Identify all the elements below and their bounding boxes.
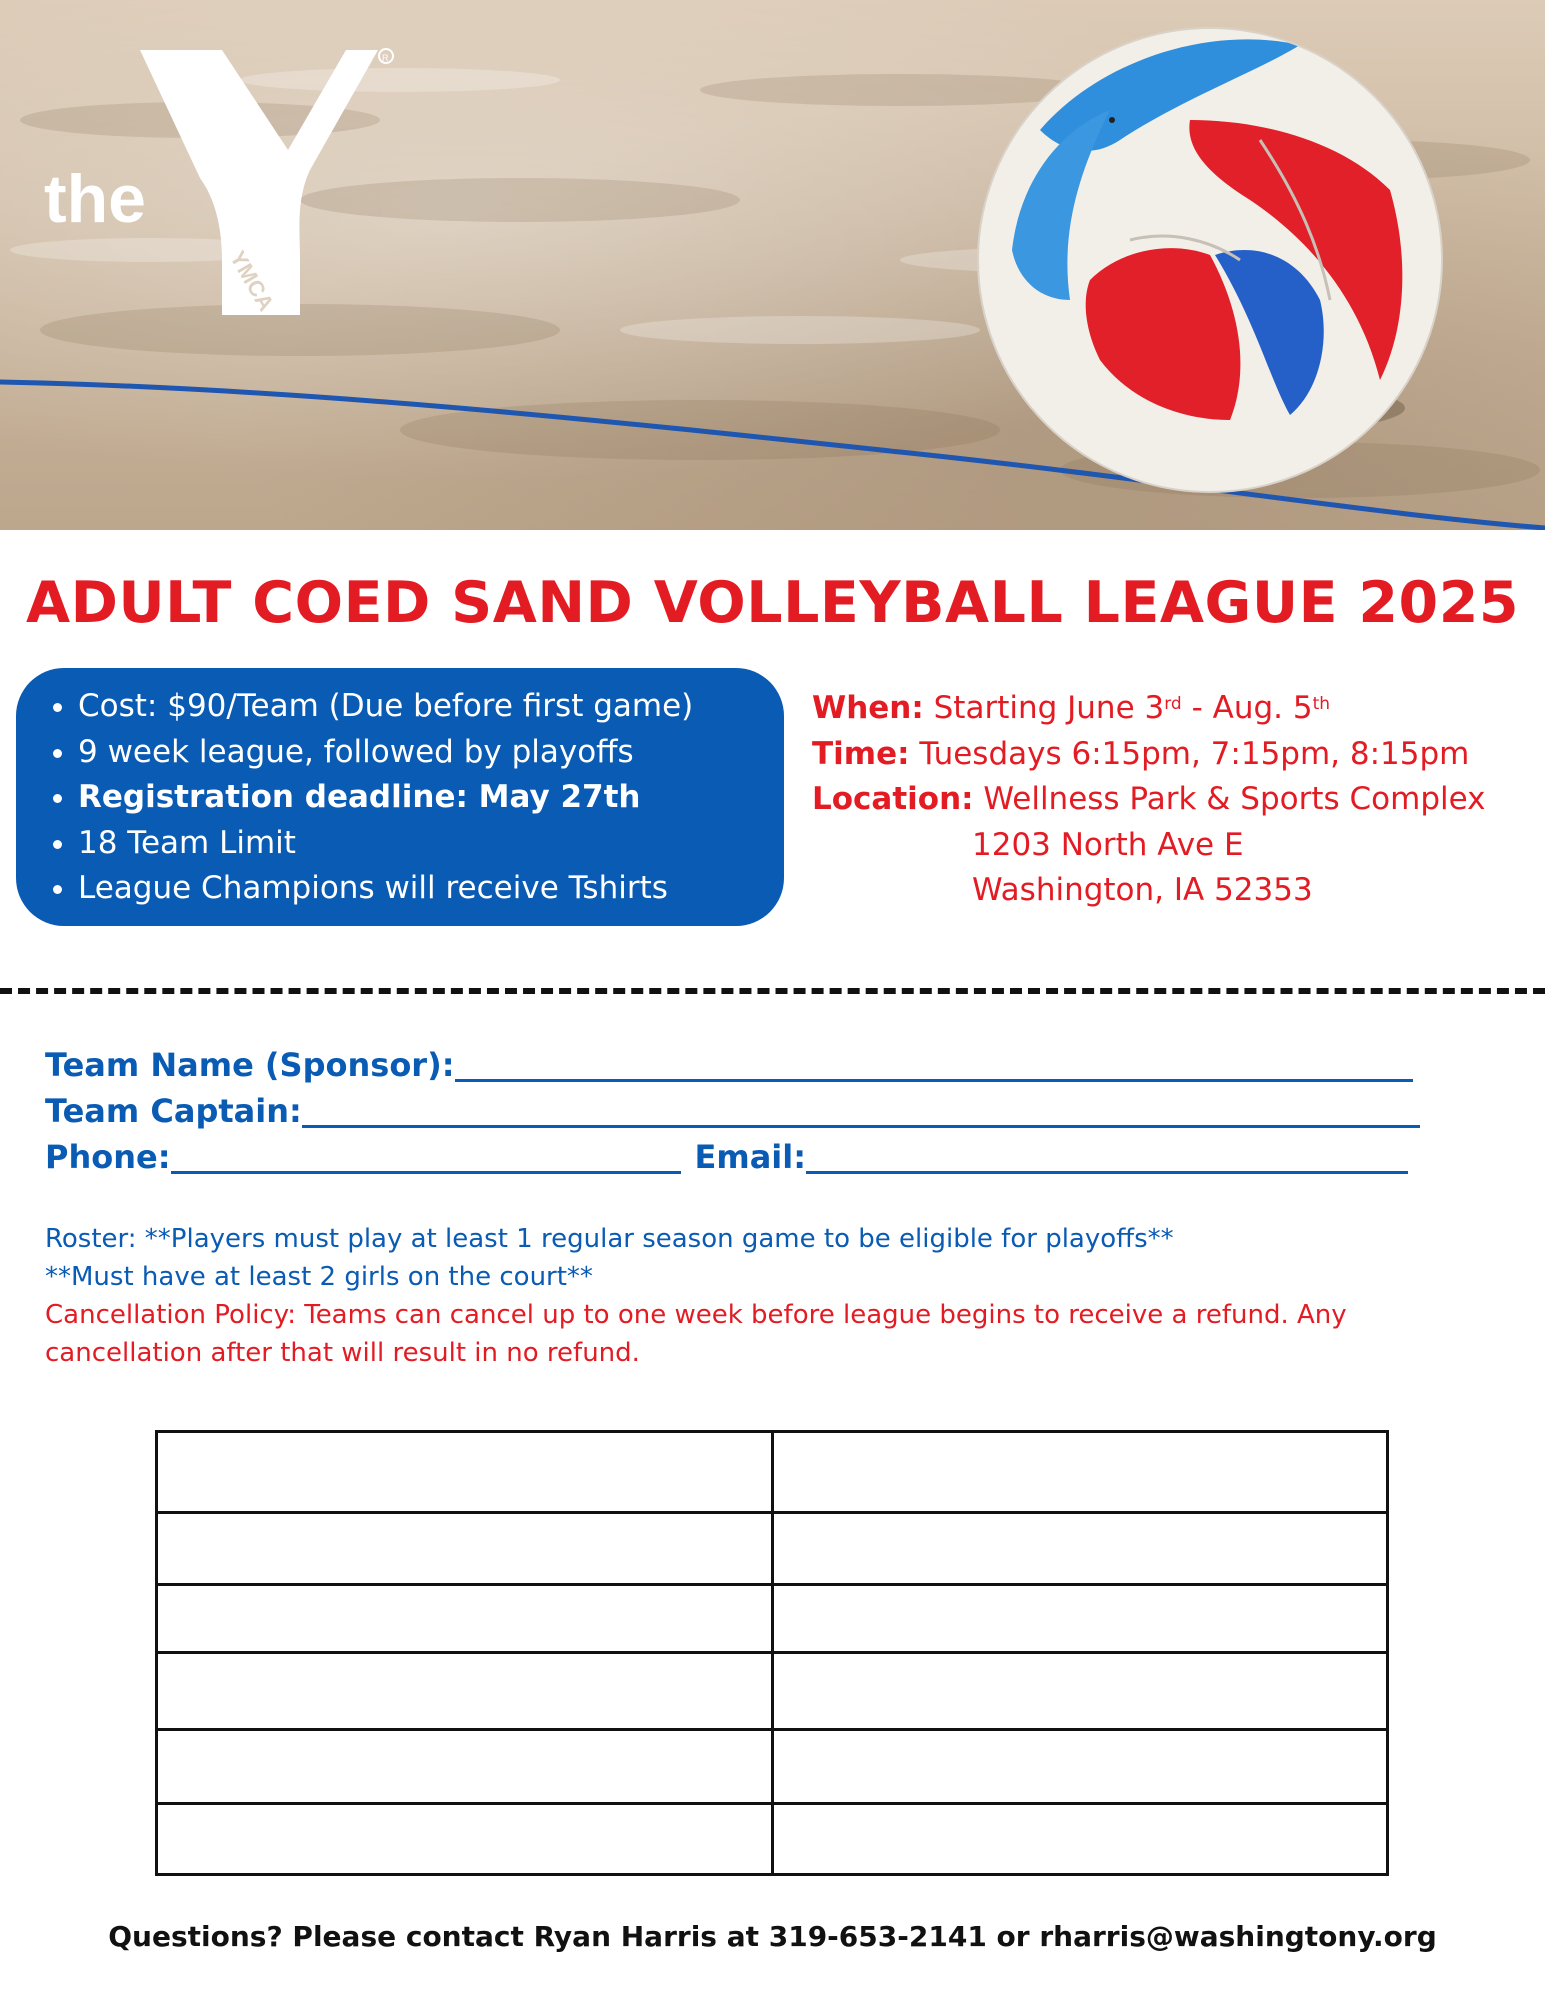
team-captain-label: Team Captain: xyxy=(45,1092,302,1130)
roster-cell[interactable] xyxy=(772,1512,1388,1584)
contact-row xyxy=(45,1134,1465,1180)
svg-text:YMCA: YMCA xyxy=(225,246,280,316)
contact-footer: Questions? Please contact Ryan Harris at 319-653-2141 or rharris@washingtony.org xyxy=(108,1920,1437,1953)
roster-cell[interactable] xyxy=(157,1653,773,1730)
time-label: Time: xyxy=(812,735,910,772)
when-start: Starting June 3 xyxy=(933,690,1165,726)
table-row xyxy=(157,1729,1388,1804)
location-value: Wellness Park & Sports Complex xyxy=(983,781,1486,817)
when-row xyxy=(812,686,1532,732)
logo-word-the: the xyxy=(44,161,146,237)
info-item-deadline: • Registration deadline: May 27th xyxy=(78,775,764,821)
team-name-row xyxy=(45,1042,1465,1088)
time-value: Tuesdays 6:15pm, 7:15pm, 8:15pm xyxy=(919,735,1470,772)
page-title: ADULT COED SAND VOLLEYBALL LEAGUE 2025 xyxy=(25,570,1520,636)
table-row xyxy=(157,1585,1388,1653)
team-name-field[interactable] xyxy=(455,1045,1413,1082)
when-end: - Aug. 5 xyxy=(1181,690,1313,726)
league-info-box xyxy=(16,668,784,926)
roster-cell[interactable] xyxy=(157,1432,773,1513)
table-row xyxy=(157,1653,1388,1730)
info-item-length: • 9 week league, followed by playoffs xyxy=(78,730,764,776)
table-row xyxy=(157,1432,1388,1513)
roster-cell[interactable] xyxy=(772,1653,1388,1730)
when-label: When: xyxy=(812,690,924,726)
roster-note: Roster: **Players must play at least 1 regular season game to be eligible for playoffs** xyxy=(45,1224,1174,1254)
roster-cell[interactable] xyxy=(772,1432,1388,1513)
roster-cell[interactable] xyxy=(772,1729,1388,1804)
address-line-1: 1203 North Ave E xyxy=(972,826,1244,863)
cancellation-policy: Cancellation Policy: Teams can cancel up to one week before league begins to receive a refund. Any cancellation after that will result in no refund. xyxy=(45,1300,1347,1368)
phone-label: Phone: xyxy=(45,1138,171,1176)
volleyball-icon xyxy=(978,28,1442,492)
email-label: Email: xyxy=(694,1138,807,1176)
location-row xyxy=(812,777,1532,823)
info-item-cost: • Cost: $90/Team (Due before first game) xyxy=(78,684,764,730)
roster-cell[interactable] xyxy=(157,1512,773,1584)
beach-scene xyxy=(0,0,1545,530)
roster-table xyxy=(155,1430,1389,1876)
when-sup-rd: rd xyxy=(1164,694,1182,714)
time-row xyxy=(812,732,1532,778)
roster-cell[interactable] xyxy=(157,1729,773,1804)
team-captain-row xyxy=(45,1088,1465,1134)
info-item-team-limit: • 18 Team Limit xyxy=(78,821,764,867)
address-line-2: Washington, IA 52353 xyxy=(972,872,1313,908)
ymca-logo xyxy=(140,49,393,315)
roster-cell[interactable] xyxy=(157,1804,773,1875)
cut-line-divider xyxy=(0,988,1545,994)
league-info-list xyxy=(46,684,764,912)
team-captain-field[interactable] xyxy=(302,1091,1420,1128)
when-sup-th: th xyxy=(1312,694,1331,714)
phone-field[interactable] xyxy=(171,1137,681,1174)
girls-note: **Must have at least 2 girls on the court** xyxy=(45,1262,593,1292)
hero-image xyxy=(0,0,1545,530)
schedule-details xyxy=(812,686,1532,914)
info-item-prizes: • League Champions will receive Tshirts xyxy=(78,866,764,912)
roster-cell[interactable] xyxy=(772,1585,1388,1653)
table-row xyxy=(157,1512,1388,1584)
league-notes xyxy=(45,1220,1485,1372)
team-name-label: Team Name (Sponsor): xyxy=(45,1046,455,1084)
roster-cell[interactable] xyxy=(157,1585,773,1653)
table-row xyxy=(157,1804,1388,1875)
roster-cell[interactable] xyxy=(772,1804,1388,1875)
svg-text:R: R xyxy=(382,53,389,63)
location-label: Location: xyxy=(812,781,974,817)
registration-form xyxy=(45,1042,1465,1180)
email-field[interactable] xyxy=(806,1137,1408,1174)
